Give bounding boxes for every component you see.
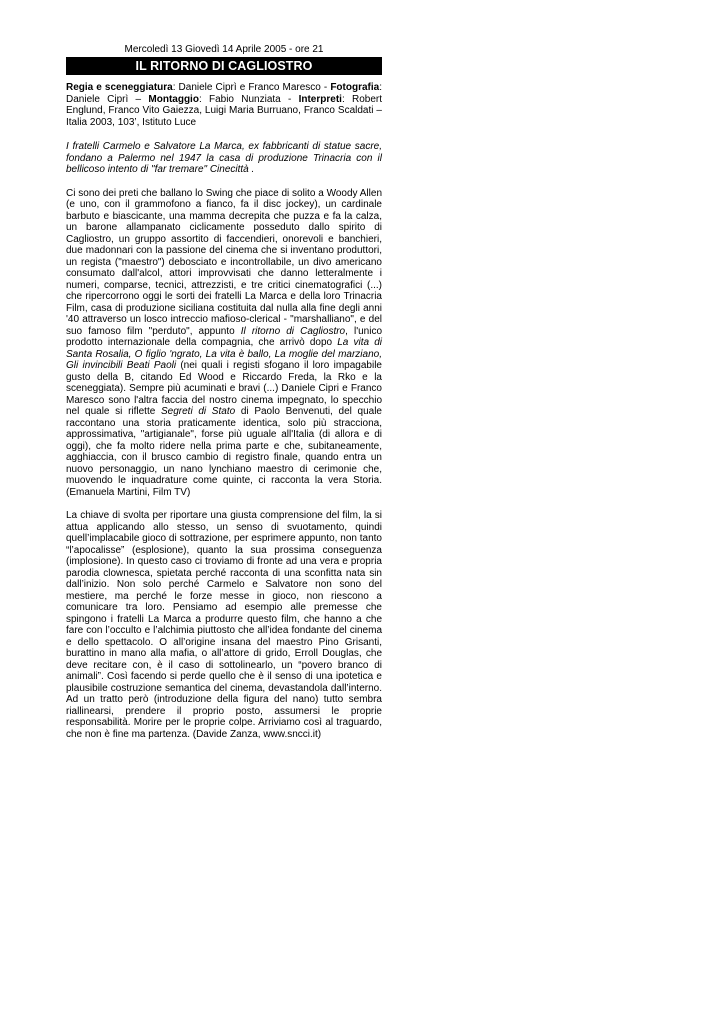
montaggio-label: Montaggio: [148, 93, 199, 105]
fotografia-label: Fotografia: [330, 82, 380, 93]
review1-text-3: (nei quali i registi sfogano il loro impagabile gusto della B, citando Ed Wood e Riccardo Freda, la Rko e la sceneggiata). Sempre più acuminati e bravi (...) Daniele Cipri e Franco Maresco sono l'altra faccia del nostro cinema impegnato, lo specchio nel quale si riflette: [66, 360, 382, 417]
dateline: Mercoledì 13 Giovedì 14 Aprile 2005 - ore 21: [124, 44, 324, 55]
review1-film-list: La vita di Santa Rosalia, O figlio 'ngrato, La vita è ballo, La moglie del marziano, Gli invincibili Beati Paoli: [66, 337, 383, 371]
review-paragraph-martini: [66, 188, 382, 499]
regia-value: : Daniele Ciprì e Franco Maresco -: [172, 82, 331, 93]
synopsis-paragraph: I fratelli Carmelo e Salvatore La Marca, ex fabbricanti di statue sacre, fondano a Palermo nel 1947 la casa di produzione Trinacria con il bellicoso intento di "far tremare" Cinecittà .: [66, 141, 382, 175]
review-paragraph-zanza: La chiave di svolta per riportare una giusta comprensione del film, la si attua applicando allo stesso, un senso di svuotamento, quindi quell’implacabile gioco di sottrazione, per esprimere appunto, non tanto “l’apocalisse” (esplosione), quanto la sua prossima conseguenza (implosione). In questo caso ci troviamo di fronte ad una vera e propria parodia clownesca, spietata perché racconta di una sconfitta nata sin dall’inizio. Non solo perché Carmelo e Salvatore non sono del mestiere, ma perché le forze messe in gioco, non riescono a comunicare tra loro. Pensiamo ad esempio alle premesse che spingono i fratelli La Marca a produrre questo film, che hanno a che fare con l’occulto e l’alchimia piuttosto che all’idea fondante del cinema e dello spettacolo. O all’origine insana del maestro Pino Grisanti, burattino in mano alla mafia, o all’attore di grido, Erroll Douglas, che deve recitare con, è il caso di sottolinearlo, un “povero branco di animali”. Così facendo si perde quello che è il senso di una ipotetica e plausibile costruzione semantica del cinema, devastandola dall’interno. Ad un tratto però (introduzione della figura del nano) tutto sembra riallinearsi, prendere il proprio posto, assumersi le proprie responsabilità. Morire per le proprie colpe. Arriviamo così al traguardo, che non è fine ma partenza. (Davide Zanza, www.sncci.it): [66, 510, 382, 740]
interpreti-label: Interpreti: [298, 93, 342, 105]
credits-paragraph: [66, 82, 382, 128]
review1-film-title: Il ritorno di Cagliostro: [240, 325, 346, 337]
fotografia-value: : Daniele Ciprì –: [66, 82, 382, 105]
regia-label: Regia e sceneggiatura: [66, 82, 173, 93]
review1-text-1: Ci sono dei preti che ballano lo Swing che piace di solito a Woody Allen (e uno, con il grammofono a fianco, fa il disc jockey), un cardinale barbuto e biascicante, una mamma decrepita che puzza e fa la calza, un barone allampanato ciclicamente posseduto dallo spirito di Cagliostro, un gruppo assortito di faccendieri, onorevoli e banchieri, due madonnari con la passione del cinema che si inventano produttori, un regista ("maestro") debosciato e incontrollabile, un divo americano consumato dall'alcol, attori improvvisati che danno letteralmente i numeri, comparse, tecnici, attrezzisti, e tre critici cinematografici (...) che ripercorrono oggi le sorti dei fratelli La Marca e della loro Trinacria Film, casa di produzione siciliana costituita dal nulla alla fine degli anni '40 attraverso un losco intreccio mafioso-clerical - "marshalliano", e del suo famoso film "perduto", appunto: [66, 187, 382, 337]
document-page: [66, 44, 382, 740]
interpreti-value: : Robert Englund, Franco Vito Gaiezza, Luigi Maria Burruano, Franco Scaldati – Italia 2003, 103’, Istituto Luce: [66, 93, 382, 128]
film-title-banner: IL RITORNO DI CAGLIOSTRO: [66, 57, 382, 75]
montaggio-value: : Fabio Nunziata -: [198, 93, 299, 105]
review1-text-4: di Paolo Benvenuti, del quale raccontano una storia praticamente identica, solo più stracciona, approssimativa, "artigianale", forse più uguale all'Italia (di allora e di oggi), che fa molto ridere nella prima parte e che, subitaneamente, agghiaccia, con il brusco cambio di registro finale, quando entra un nuovo personaggio, un nano lynchiano maestro di cerimonie che, muovendo le inquadrature come quinte, ci racconta la vera Storia. (Emanuela Martini, Film TV): [66, 406, 382, 498]
review1-text-2: , l'unico prodotto internazionale della compagnia, che arrivò dopo: [66, 325, 383, 348]
review1-segreti-title: Segreti di Stato: [160, 406, 236, 417]
